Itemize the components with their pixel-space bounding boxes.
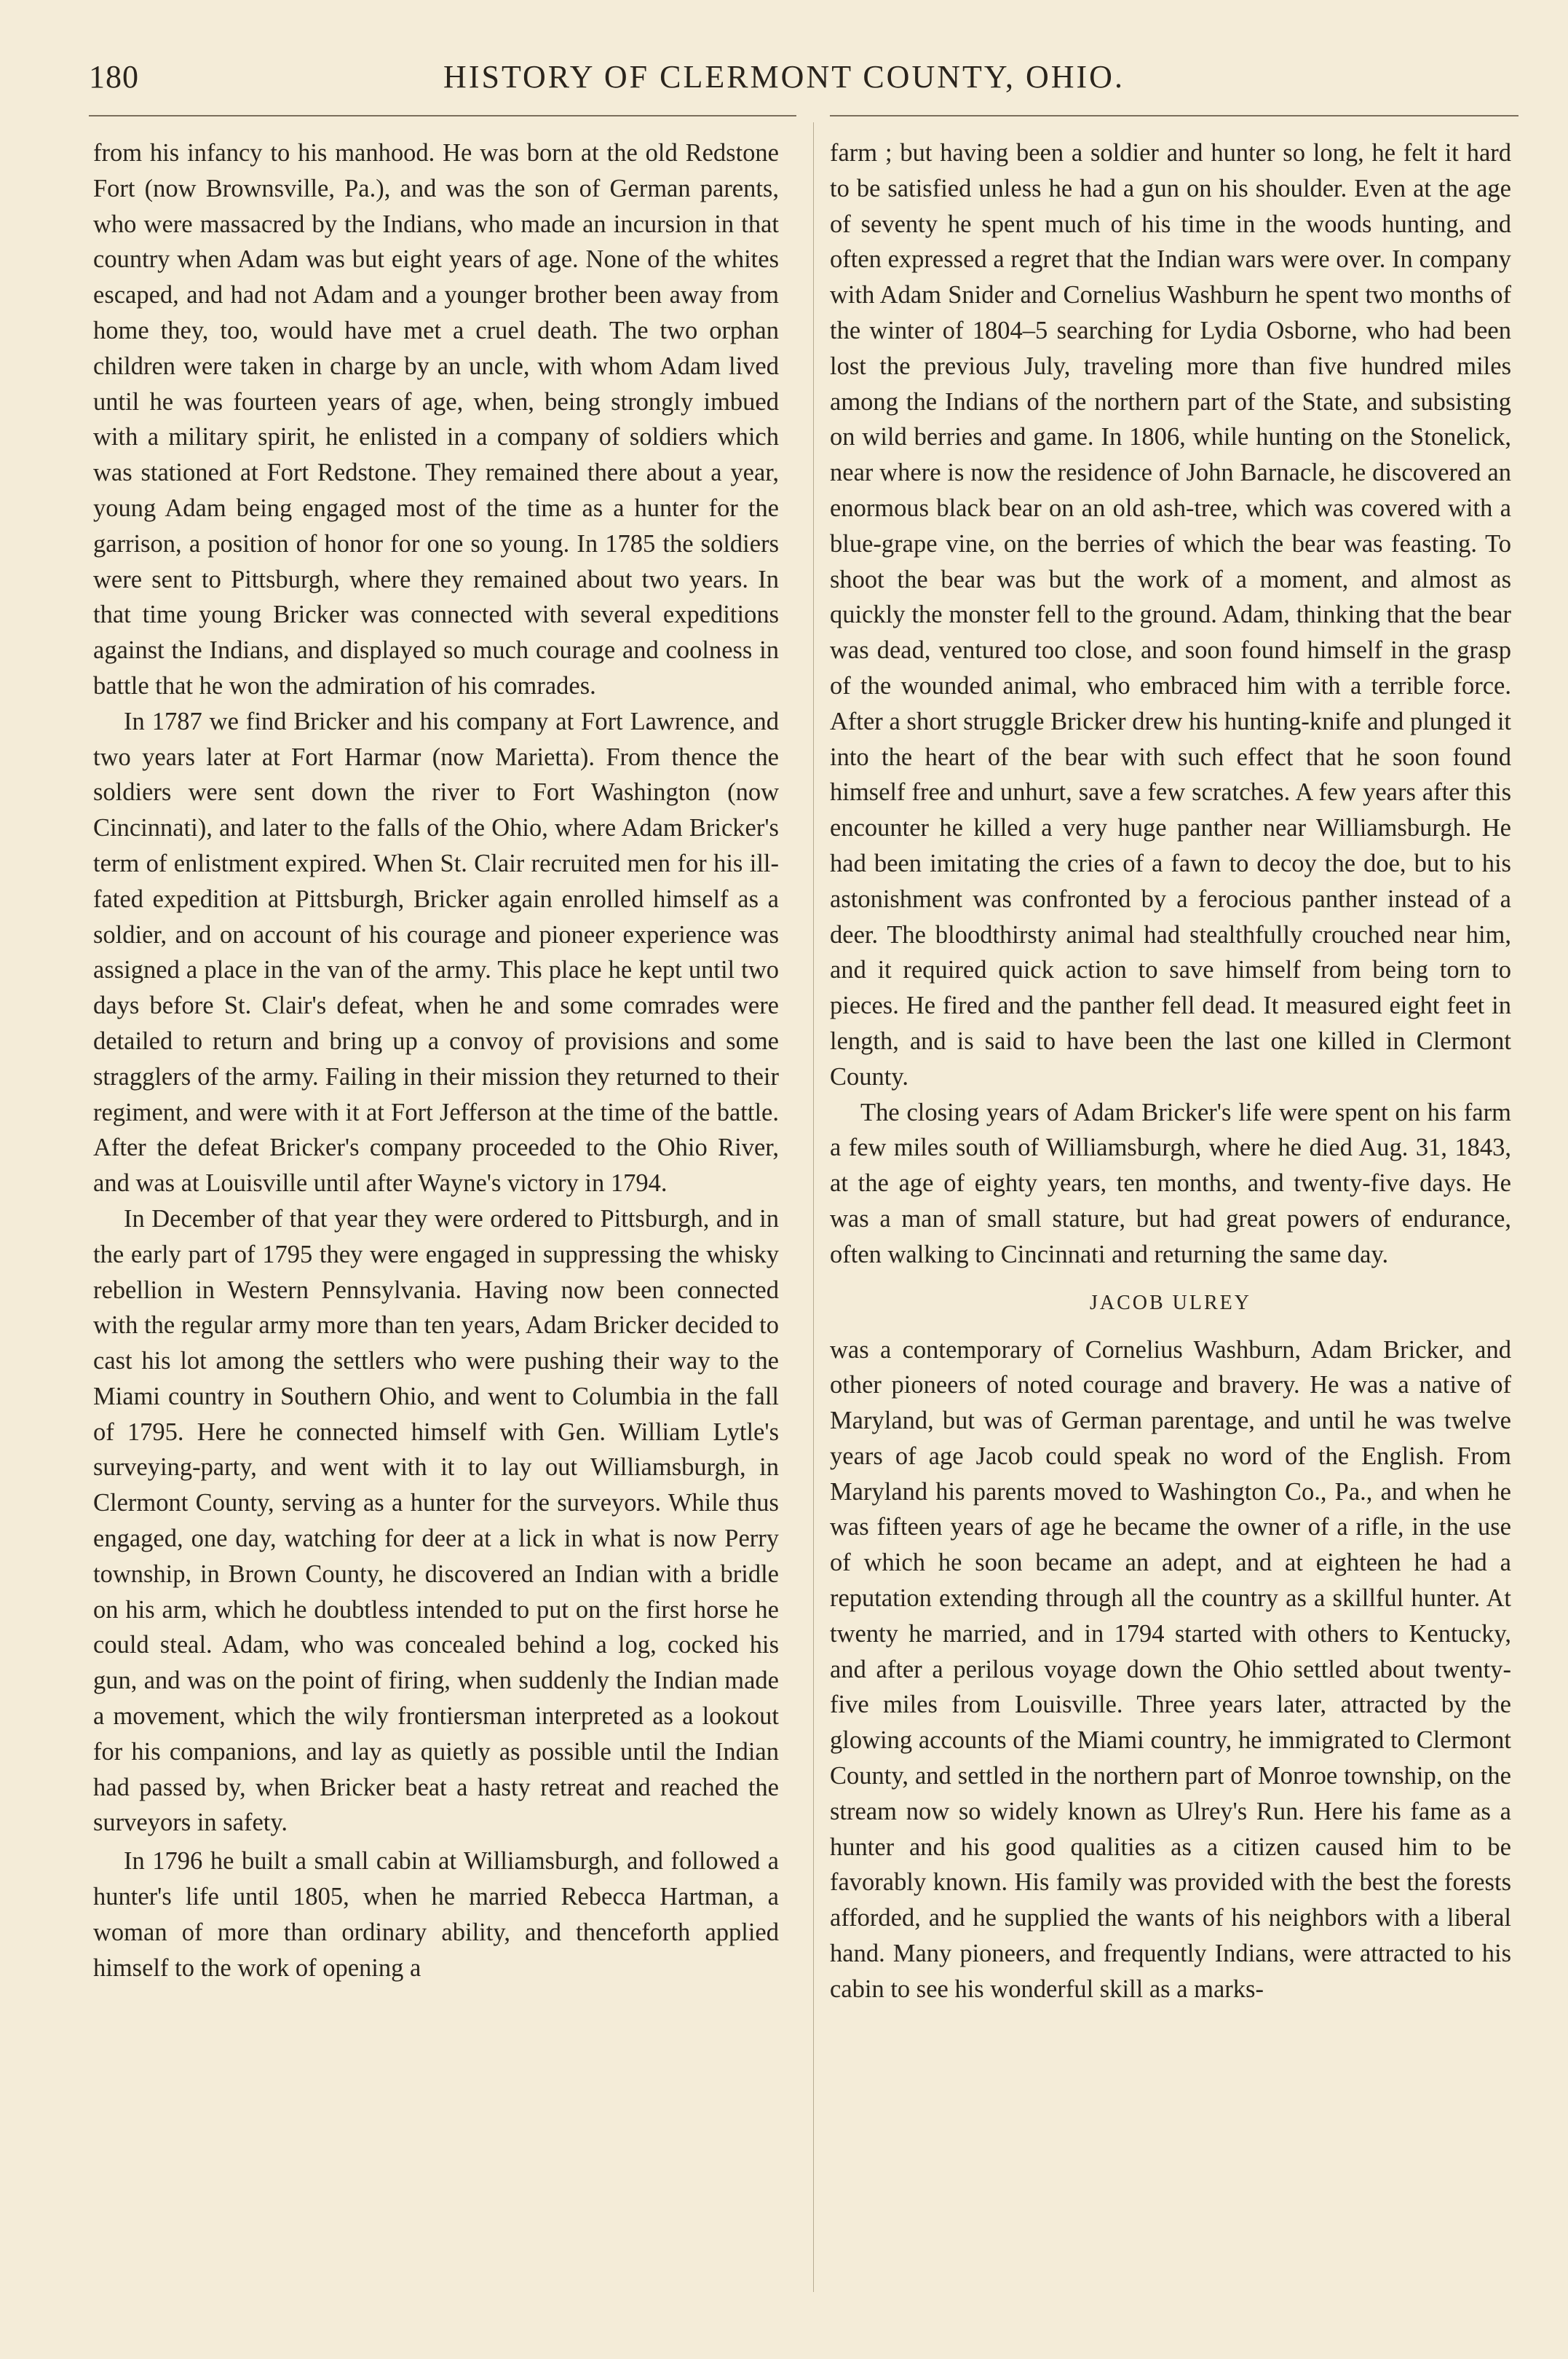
paragraph: farm ; but having been a soldier and hunter so long, he felt it hard to be satisfied unless he had a gun on his shoulder. Even at the age of seventy he spent much of his time in the woods hunting, and often expressed a regret that the Indian wars were over. In company with Adam Snider and Cornelius Washburn he spent two months of the winter of 1804–5 searching for Lydia Osborne, who had been lost the previous July, traveling more than five hundred miles among the Indians of the northern part of the State, and subsisting on wild berries and game. In 1806, while hunting on the Stonelick, near where is now the residence of John Barnacle, he discovered an enormous black bear on an old ash-tree, which was covered with a blue-grape vine, on the berries of which the bear was feasting. To shoot the bear was but the work of a moment, and almost as quickly the monster fell to the ground. Adam, thinking that the bear was dead, ventured too close, and soon found himself in the grasp of the wounded animal, who embraced him with a terrible force. After a short struggle Bricker drew his hunting-knife and plunged it into the heart of the bear with such effect that he soon found himself free and unhurt, save a few scratches. A few years after this encounter he killed a very huge panther near Williamsburgh. He had been imitating the cries of a fawn to decoy the doe, but to his astonishment was confronted by a ferocious panther instead of a deer. The bloodthirsty animal had stealthfully crouched near him, and it required quick action to save himself from being torn to pieces. He fired and the panther fell dead. It measured eight feet in length, and is said to have been the last one killed in Clermont County. [830,139,1511,1091]
paragraph: was a contemporary of Cornelius Washburn, Adam Bricker, and other pioneers of noted courage and bravery. He was a native of Maryland, but was of German parentage, and until he was twelve years of age Jacob could speak no word of the English. From Maryland his parents moved to Washington Co., Pa., and when he was fifteen years of age he became the owner of a rifle, in the use of which he soon became an adept, and at eighteen he had a reputation extending through all the country as a skillful hunter. At twenty he married, and in 1794 started with others to Kentucky, and after a perilous voyage down the Ohio settled about twenty-five miles from Louisville. Three years later, attracted by the glowing accounts of the Miami country, he immigrated to Clermont County, and settled in the northern part of Monroe township, on the stream now so widely known as Ulrey's Run. Here his fame as a hunter and his good qualities as a citizen caused him to be favorably known. His family was provided with the best the forests afforded, and he supplied the wants of his neighbors with a liberal hand. Many pioneers, and frequently Indians, were attracted to his cabin to see his wonderful skill as a marks- [830,1335,1511,2003]
header-rule-left [89,115,796,116]
page-number: 180 [89,59,139,95]
header-rule-right [830,115,1518,116]
paragraph: In 1796 he built a small cabin at Williamsburgh, and followed a hunter's life until 1805, when he married Rebecca Hartman, a woman of more than ordinary ability, and thenceforth applied himself to the work of opening a [93,1847,779,1982]
paragraph: In 1787 we find Bricker and his company at Fort Lawrence, and two years later at Fort Harmar (now Marietta). From thence the soldiers were sent down the river to Fort Washington (now Cincinnati), and later to the falls of the Ohio, where Adam Bricker's term of enlistment expired. When St. Clair recruited men for his ill-fated expedition at Pittsburgh, Bricker again enrolled himself as a soldier, and on account of his courage and pioneer experience was assigned a place in the van of the army. This place he kept until two days before St. Clair's defeat, when he and some comrades were detailed to return and bring up a convoy of provisions and some stragglers of the army. Failing in their mission they returned to their regiment, and were with it at Fort Jefferson at the time of the battle. After the defeat Bricker's company proceeded to the Ohio River, and was at Louisville until after Wayne's victory in 1794. [93,707,779,1198]
column-divider [813,122,814,2292]
section-heading: JACOB ULREY [1089,1291,1251,1314]
running-title: HISTORY OF CLERMONT COUNTY, OHIO. [443,59,1125,95]
paragraph: from his infancy to his manhood. He was born at the old Redstone Fort (now Brownsville, Pa.), and was the son of German parents, who were massacred by the Indians, who made an incursion in that country when Adam was but eight years of age. None of the whites escaped, and had not Adam and a younger brother been away from home they, too, would have met a cruel death. The two orphan children were taken in charge by an uncle, with whom Adam lived until he was fourteen years of age, when, being strongly imbued with a military spirit, he enlisted in a company of soldiers which was stationed at Fort Redstone. They remained there about a year, young Adam being engaged most of the time as a hunter for the garrison, a position of honor for one so young. In 1785 the soldiers were sent to Pittsburgh, where they remained about two years. In that time young Bricker was connected with several expeditions against the Indians, and displayed so much courage and coolness in battle that he won the admiration of his comrades. [93,139,779,700]
paragraph: In December of that year they were ordered to Pittsburgh, and in the early part of 1795 they were engaged in suppressing the whisky rebellion in Western Pennsylvania. Having now been connected with the regular army more than ten years, Adam Bricker decided to cast his lot among the settlers who were pushing their way to the Miami country in Southern Ohio, and went to Columbia in the fall of 1795. Here he connected himself with Gen. William Lytle's surveying-party, and went with it to lay out Williamsburgh, in Clermont County, serving as a hunter for the surveyors. While thus engaged, one day, watching for deer at a lick in what is now Perry township, in Brown County, he discovered an Indian with a bridle on his arm, which he doubtless intended to put on the first horse he could steal. Adam, who was concealed behind a log, cocked his gun, and was on the point of firing, when suddenly the Indian made a movement, which the wily frontiersman interpreted as a lookout for his companions, and lay as quietly as possible until the Indian had passed by, when Bricker beat a hasty retreat and reached the surveyors in safety. [93,1204,779,1837]
left-column [93,135,779,1985]
right-column [830,135,1511,2007]
paragraph: The closing years of Adam Bricker's life were spent on his farm a few miles south of Williamsburgh, where he died Aug. 31, 1843, at the age of eighty years, ten months, and twenty-five days. He was a man of small stature, but had great powers of endurance, often walking to Cincinnati and returning the same day. [830,1098,1511,1268]
